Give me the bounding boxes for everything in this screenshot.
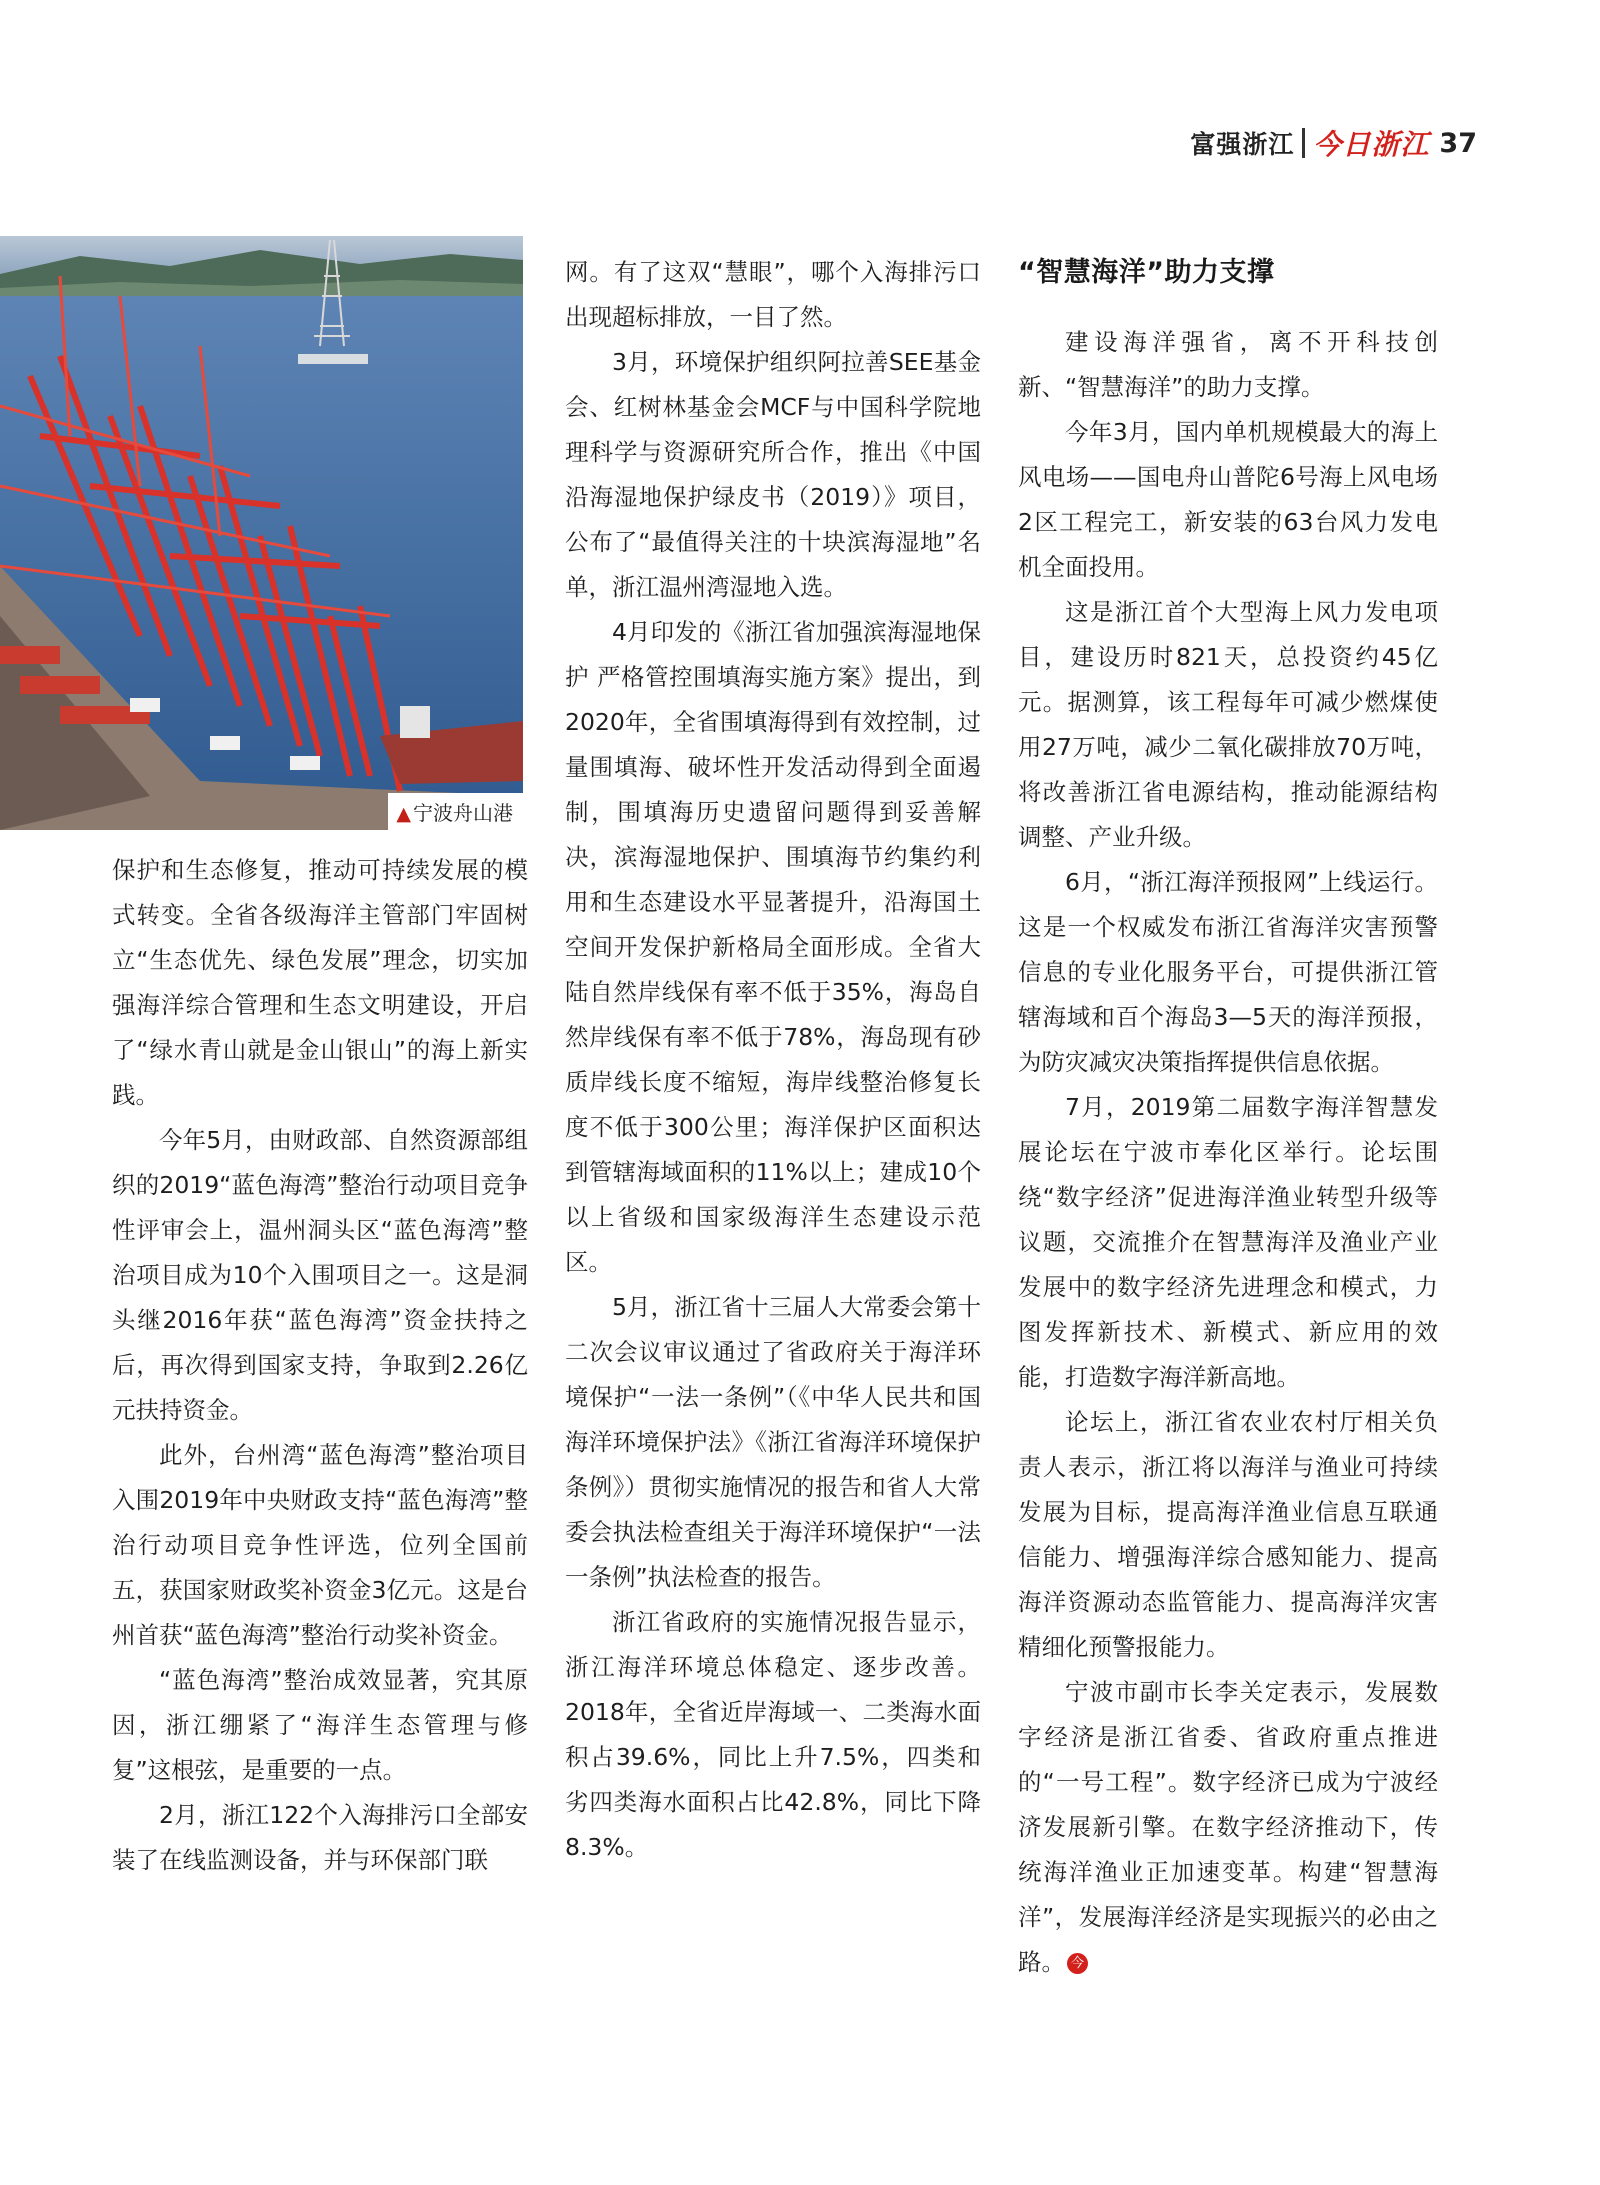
section-heading: “智慧海洋”助力支撑 bbox=[1018, 257, 1275, 288]
paragraph: 今年3月，国内单机规模最大的海上风电场——国电舟山普陀6号海上风电场2区工程完工，新安装的63台风力发电机全面投用。 bbox=[1018, 418, 1438, 581]
paragraph: 今年5月，由财政部、自然资源部组织的2019“蓝色海湾”整治行动项目竞争性评审会上，温州洞头区“蓝色海湾”整治项目成为10个入围项目之一。这是洞头继2016年获“蓝色海湾”资金扶持之后，再次得到国家支持，争取到2.26亿元扶持资金。 bbox=[112, 1126, 528, 1424]
paragraph: 6月，“浙江海洋预报网”上线运行。这是一个权威发布浙江省海洋灾害预警信息的专业化服务平台，可提供浙江管辖海域和百个海岛3—5天的海洋预报，为防灾减灾决策指挥提供信息依据。 bbox=[1018, 868, 1438, 1076]
paragraph-text: 宁波市副市长李关定表示，发展数字经济是浙江省委、省政府重点推进的“一号工程”。数字经济已成为宁波经济发展新引擎。在数字经济推动下，传统海洋渔业正加速变革。构建“智慧海洋”，发展海洋经济是实现振兴的必由之路。 bbox=[1018, 1678, 1438, 1976]
paragraph: 浙江省政府的实施情况报告显示，浙江海洋环境总体稳定、逐步改善。2018年，全省近岸海域一、二类海水面积占39.6%，同比上升7.5%，四类和劣四类海水面积占比42.8%，同比下降8.3%。 bbox=[565, 1608, 981, 1861]
paragraph: 此外，台州湾“蓝色海湾”整治项目入围2019年中央财政支持“蓝色海湾”整治行动项目竞争性评选，位列全国前五，获国家财政奖补资金3亿元。这是台州首获“蓝色海湾”整治行动奖补资金。 bbox=[112, 1441, 528, 1649]
port-photo bbox=[0, 236, 523, 830]
end-mark-icon: 今 bbox=[1067, 1953, 1088, 1974]
paragraph: 4月印发的《浙江省加强滨海湿地保护 严格管控围填海实施方案》提出，到2020年，全省围填海得到有效控制，过量围填海、破坏性开发活动得到全面遏制，围填海历史遗留问题得到妥善解决，滨海湿地保护、围填海节约集约利用和生态建设水平显著提升，沿海国土空间开发保护新格局全面形成。全省大陆自然岸线保有率不低于35%，海岛自然岸线保有率不低于78%，海岛现有砂质岸线长度不缩短，海岸线整治修复长度不低于300公里；海洋保护区面积达到管辖海域面积的11%以上；建成10个以上省级和国家级海洋生态建设示范区。 bbox=[565, 618, 981, 1276]
running-header bbox=[1190, 122, 1477, 164]
article-column-1 bbox=[112, 848, 528, 1883]
paragraph: 论坛上，浙江省农业农村厅相关负责人表示，浙江将以海洋与渔业可持续发展为目标，提高海洋渔业信息互联通信能力、增强海洋综合感知能力、提高海洋资源动态监管能力、提高海洋灾害精细化预警报能力。 bbox=[1018, 1408, 1438, 1661]
paragraph: 5月，浙江省十三届人大常委会第十二次会议审议通过了省政府关于海洋环境保护“一法一条例”（《中华人民共和国海洋环境保护法》《浙江省海洋环境保护条例》）贯彻实施情况的报告和省人大常委会执法检查组关于海洋环境保护“一法一条例”执法检查的报告。 bbox=[565, 1293, 981, 1591]
paragraph: 网。有了这双“慧眼”，哪个入海排污口出现超标排放，一目了然。 bbox=[565, 258, 981, 331]
photo-caption bbox=[388, 793, 523, 830]
page-number: 37 bbox=[1439, 127, 1477, 159]
paragraph: 保护和生态修复，推动可持续发展的模式转变。全省各级海洋主管部门牢固树立“生态优先、绿色发展”理念，切实加强海洋综合管理和生态文明建设，开启了“绿水青山就是金山银山”的海上新实践。 bbox=[112, 856, 528, 1109]
final-paragraph bbox=[1018, 1670, 1438, 1985]
magazine-logo: 今日浙江 bbox=[1313, 128, 1430, 161]
caption-text: 宁波舟山港 bbox=[413, 801, 513, 825]
caption-triangle-icon: ▲ bbox=[396, 803, 411, 825]
header-divider bbox=[1302, 128, 1305, 158]
paragraph: 7月，2019第二届数字海洋智慧发展论坛在宁波市奉化区举行。论坛围绕“数字经济”促进海洋渔业转型升级等议题，交流推介在智慧海洋及渔业产业发展中的数字经济先进理念和模式，力图发挥新技术、新模式、新应用的效能，打造数字海洋新高地。 bbox=[1018, 1093, 1438, 1391]
paragraph: “蓝色海湾”整治成效显著，究其原因，浙江绷紧了“海洋生态管理与修复”这根弦，是重要的一点。 bbox=[112, 1666, 528, 1784]
article-column-3 bbox=[1018, 250, 1438, 1985]
paragraph: 2月，浙江122个入海排污口全部安装了在线监测设备，并与环保部门联 bbox=[112, 1801, 528, 1874]
paragraph: 建设海洋强省，离不开科技创新、“智慧海洋”的助力支撑。 bbox=[1018, 328, 1438, 401]
article-column-2 bbox=[565, 250, 981, 1870]
section-title: 富强浙江 bbox=[1190, 130, 1295, 159]
paragraph: 这是浙江首个大型海上风力发电项目，建设历时821天，总投资约45亿元。据测算，该工程每年可减少燃煤使用27万吨，减少二氧化碳排放70万吨，将改善浙江省电源结构，推动能源结构调整、产业升级。 bbox=[1018, 598, 1438, 851]
paragraph: 3月，环境保护组织阿拉善SEE基金会、红树林基金会MCF与中国科学院地理科学与资源研究所合作，推出《中国沿海湿地保护绿皮书（2019）》项目，公布了“最值得关注的十块滨海湿地”名单，浙江温州湾湿地入选。 bbox=[565, 348, 981, 601]
port-photo-illustration bbox=[0, 236, 523, 830]
